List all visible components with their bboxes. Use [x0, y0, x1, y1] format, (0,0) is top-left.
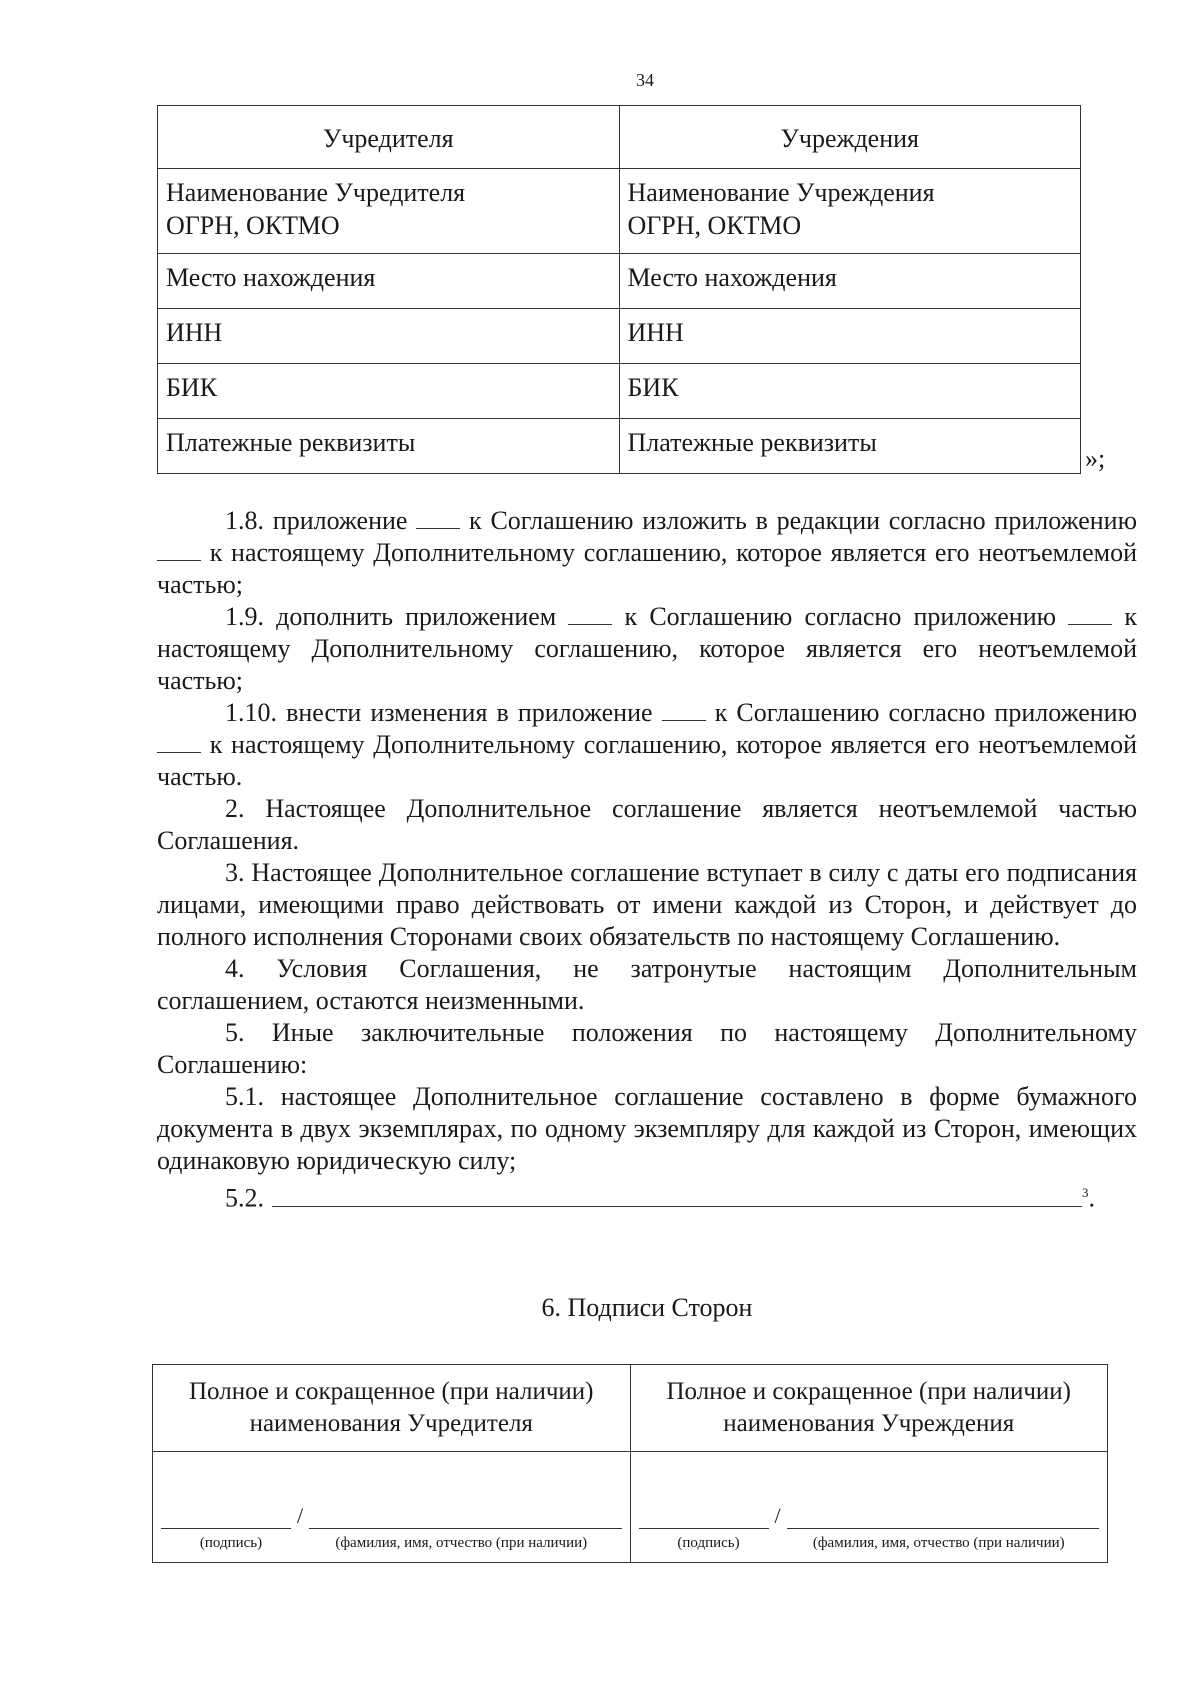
paragraph-4: 4. Условия Соглашения, не затронутые настоящим Дополнительным соглашением, остаются неизменными.	[157, 954, 1137, 1015]
text: 1.8. приложение	[225, 506, 417, 535]
text: к Соглашению согласно приложению	[705, 698, 1137, 727]
page-number: 34	[636, 70, 654, 90]
blank-line	[157, 542, 201, 561]
paragraph-1-10	[157, 697, 1137, 793]
paragraph-5: 5. Иные заключительные положения по настоящему Дополнительному Соглашению:	[157, 1018, 1137, 1079]
institution-signature-cell	[630, 1452, 1108, 1563]
founder-name-header: Полное и сокращенное (при наличии) наименования Учредителя	[153, 1365, 631, 1452]
requisites-row-address	[158, 254, 1081, 309]
institution-payment-cell: Платежные реквизиты	[619, 419, 1081, 474]
slash: /	[774, 1503, 781, 1528]
caption-sign: (подпись)	[199, 1535, 263, 1551]
institution-inn-cell: ИНН	[619, 309, 1081, 364]
paragraph-2: 2. Настоящее Дополнительное соглашение является неотъемлемой частью Соглашения.	[157, 794, 1137, 855]
signatures-header-row	[153, 1365, 1108, 1452]
requisites-table	[157, 105, 1081, 474]
caption-name: (фамилия, имя, отчество (при наличии)	[335, 1535, 588, 1551]
signature-line	[639, 1508, 769, 1529]
founder-address-cell: Место нахождения	[158, 254, 620, 309]
text: к настоящему Дополнительному соглашению, которое является его неотъемлемой частью;	[157, 602, 1137, 695]
signatures-table	[152, 1364, 1108, 1563]
signature-block	[639, 1501, 1100, 1552]
signature-captions	[161, 1535, 622, 1552]
requisites-row-payment	[158, 419, 1081, 474]
footnote-mark: 3	[1082, 1185, 1089, 1200]
founder-inn-cell: ИНН	[158, 309, 620, 364]
signature-lines	[639, 1501, 1100, 1529]
paragraph-3: 3. Настоящее Дополнительное соглашение вступает в силу с даты его подписания лицами, имеющими право действовать от имени каждой из Сторон, и действует до полного исполнения Сторонами своих обязательств по настоящему Соглашению.	[157, 858, 1137, 951]
blank-line	[1068, 606, 1112, 625]
text: .	[1088, 1183, 1095, 1213]
caption-sign: (подпись)	[677, 1535, 740, 1551]
institution-name-header: Полное и сокращенное (при наличии) наименования Учреждения	[630, 1365, 1108, 1452]
name-line	[787, 1508, 1099, 1529]
caption-name: (фамилия, имя, отчество (при наличии)	[812, 1535, 1065, 1551]
requisites-row-bik	[158, 364, 1081, 419]
text: к настоящему Дополнительному соглашению, которое является его неотъемлемой частью;	[157, 538, 1137, 599]
signature-lines	[161, 1501, 622, 1529]
slash: /	[297, 1503, 304, 1528]
institution-address-cell: Место нахождения	[619, 254, 1081, 309]
paragraph-1-9	[157, 601, 1137, 697]
signature-captions	[639, 1535, 1100, 1552]
text: 1.10. внести изменения в приложение	[225, 698, 662, 727]
text: к Соглашению изложить в редакции согласно приложению	[460, 506, 1137, 535]
paragraph-5-1: 5.1. настоящее Дополнительное соглашение составлено в форме бумажного документа в двух экземплярах, по одному экземпляру для каждой из Сторон, имеющих одинаковую юридическую силу;	[157, 1082, 1137, 1175]
blank-line	[272, 1186, 1082, 1207]
requisites-row-name	[158, 169, 1081, 254]
blank-line	[416, 510, 460, 529]
founder-signature-cell	[153, 1452, 631, 1563]
text: к настоящему Дополнительному соглашению, которое является его неотъемлемой частью.	[157, 730, 1137, 791]
blank-line	[662, 702, 706, 721]
requisites-row-inn	[158, 309, 1081, 364]
name-line	[309, 1508, 621, 1529]
blank-line	[157, 734, 201, 753]
institution-bik-cell: БИК	[619, 364, 1081, 419]
paragraph-1-8	[157, 505, 1137, 601]
institution-name-cell	[619, 169, 1081, 254]
text: 1.9. дополнить приложением	[225, 602, 569, 631]
cell-text: Наименование Учреждения ОГРН, ОКТМО	[627, 178, 935, 240]
paragraph-5-2	[157, 1177, 1137, 1215]
blank-line	[568, 606, 612, 625]
header-institution: Учреждения	[619, 106, 1081, 169]
text: 5.2.	[225, 1183, 264, 1213]
signature-block	[161, 1501, 622, 1552]
closing-quote-mark: »;	[1085, 444, 1106, 473]
document-body	[157, 505, 1137, 1215]
requisites-header-row	[158, 106, 1081, 169]
signatures-title: 6. Подписи Сторон	[541, 1293, 753, 1322]
signatures-row	[153, 1452, 1108, 1563]
founder-bik-cell: БИК	[158, 364, 620, 419]
signature-line	[161, 1508, 291, 1529]
founder-name-cell	[158, 169, 620, 254]
founder-payment-cell: Платежные реквизиты	[158, 419, 620, 474]
header-founder: Учредителя	[158, 106, 620, 169]
cell-text: Наименование Учредителя ОГРН, ОКТМО	[166, 178, 466, 240]
text: к Соглашению согласно приложению	[612, 602, 1069, 631]
